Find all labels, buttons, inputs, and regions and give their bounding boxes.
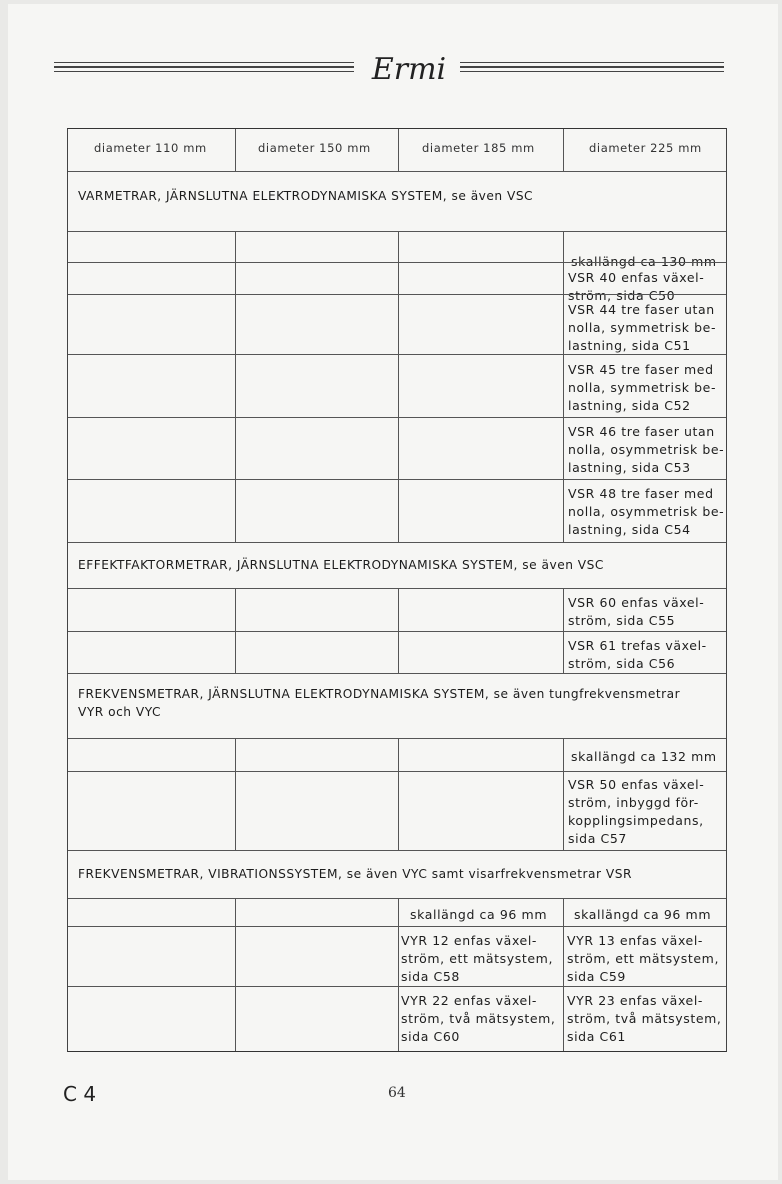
- section-border: [68, 898, 726, 899]
- column-header-150: diameter 150 mm: [258, 141, 371, 155]
- cell-vyr-13: VYR 13 enfas växel- ström, ett mätsystem, sida C59: [567, 933, 720, 984]
- row-divider: [235, 231, 236, 542]
- cell-scale-length-225: skallängd ca 96 mm: [574, 907, 712, 922]
- section-title-frekvensmetrar-vibration: FREKVENSMETRAR, VIBRATIONSSYSTEM, se även VYC samt visarfrekvensmetrar VSR: [78, 867, 632, 881]
- section-title-varmetrar: VARMETRAR, JÄRNSLUTNA ELEKTRODYNAMISKA SYSTEM, se även VSC: [78, 189, 534, 203]
- section-border: [68, 673, 726, 674]
- row-divider: [235, 898, 236, 1051]
- cell-scale-length: skallängd ca 132 mm: [571, 749, 717, 764]
- row-divider: [235, 738, 236, 850]
- section-border: [68, 542, 726, 543]
- cell-vsr-48: VSR 48 tre faser med nolla, osymmetrisk be- lastning, sida C54: [568, 486, 725, 537]
- cell-vsr-61: VSR 61 trefas växel- ström, sida C56: [568, 638, 707, 671]
- cell-vsr-50: VSR 50 enfas växel- ström, inbyggd för- kopplingsimpedans, sida C57: [568, 777, 705, 846]
- page-code: C 4: [63, 1082, 97, 1106]
- section-title-frekvensmetrar-jarnslutna: FREKVENSMETRAR, JÄRNSLUTNA ELEKTRODYNAMISKA SYSTEM, se även tungfrekvensmetrar VYR och VYC: [78, 687, 681, 719]
- row-border: [68, 631, 726, 632]
- row-border: [68, 354, 726, 355]
- row-border: [68, 479, 726, 480]
- section-border: [68, 231, 726, 232]
- section-border: [68, 850, 726, 851]
- column-header-225: diameter 225 mm: [589, 141, 702, 155]
- section-title-effektfaktormetrar: EFFEKTFAKTORMETRAR, JÄRNSLUTNA ELEKTRODYNAMISKA SYSTEM, se även VSC: [78, 558, 604, 572]
- row-divider: [398, 738, 399, 850]
- row-divider: [563, 231, 564, 542]
- cell-vsr-60: VSR 60 enfas växel- ström, sida C55: [568, 595, 705, 628]
- catalog-table: [67, 128, 727, 1052]
- row-divider: [563, 898, 564, 1051]
- cell-vyr-12: VYR 12 enfas växel- ström, ett mätsystem, sida C58: [401, 933, 554, 984]
- row-border: [68, 417, 726, 418]
- row-divider: [398, 898, 399, 1051]
- cell-vsr-40: VSR 40 enfas växel- ström, sida C50: [568, 270, 705, 303]
- page-number: 64: [388, 1085, 406, 1101]
- cell-vyr-23: VYR 23 enfas växel- ström, två mätsystem, sida C61: [567, 993, 722, 1044]
- column-divider: [235, 129, 236, 171]
- column-divider: [563, 129, 564, 171]
- column-header-110: diameter 110 mm: [94, 141, 207, 155]
- row-border: [68, 262, 726, 263]
- cell-vsr-46: VSR 46 tre faser utan nolla, osymmetrisk be- lastning, sida C53: [568, 424, 725, 475]
- row-border: [68, 926, 726, 927]
- section-border: [68, 588, 726, 589]
- header-rule-right: [460, 62, 724, 82]
- brand-logo: Ermi: [371, 52, 447, 87]
- row-border: [68, 986, 726, 987]
- cell-vyr-22: VYR 22 enfas växel- ström, två mätsystem, sida C60: [401, 993, 556, 1044]
- column-header-185: diameter 185 mm: [422, 141, 535, 155]
- cell-scale-length: skallängd ca 130 mm: [571, 254, 717, 269]
- header-rule-left: [54, 62, 354, 82]
- row-border: [68, 294, 726, 295]
- column-divider: [398, 129, 399, 171]
- cell-vsr-44: VSR 44 tre faser utan nolla, symmetrisk be- lastning, sida C51: [568, 302, 717, 353]
- cell-scale-length-185: skallängd ca 96 mm: [410, 907, 548, 922]
- section-border: [68, 738, 726, 739]
- cell-vsr-45: VSR 45 tre faser med nolla, symmetrisk be- lastning, sida C52: [568, 362, 717, 413]
- row-divider: [398, 231, 399, 542]
- row-border: [68, 771, 726, 772]
- row-divider: [563, 738, 564, 850]
- header-row-border: [68, 171, 726, 172]
